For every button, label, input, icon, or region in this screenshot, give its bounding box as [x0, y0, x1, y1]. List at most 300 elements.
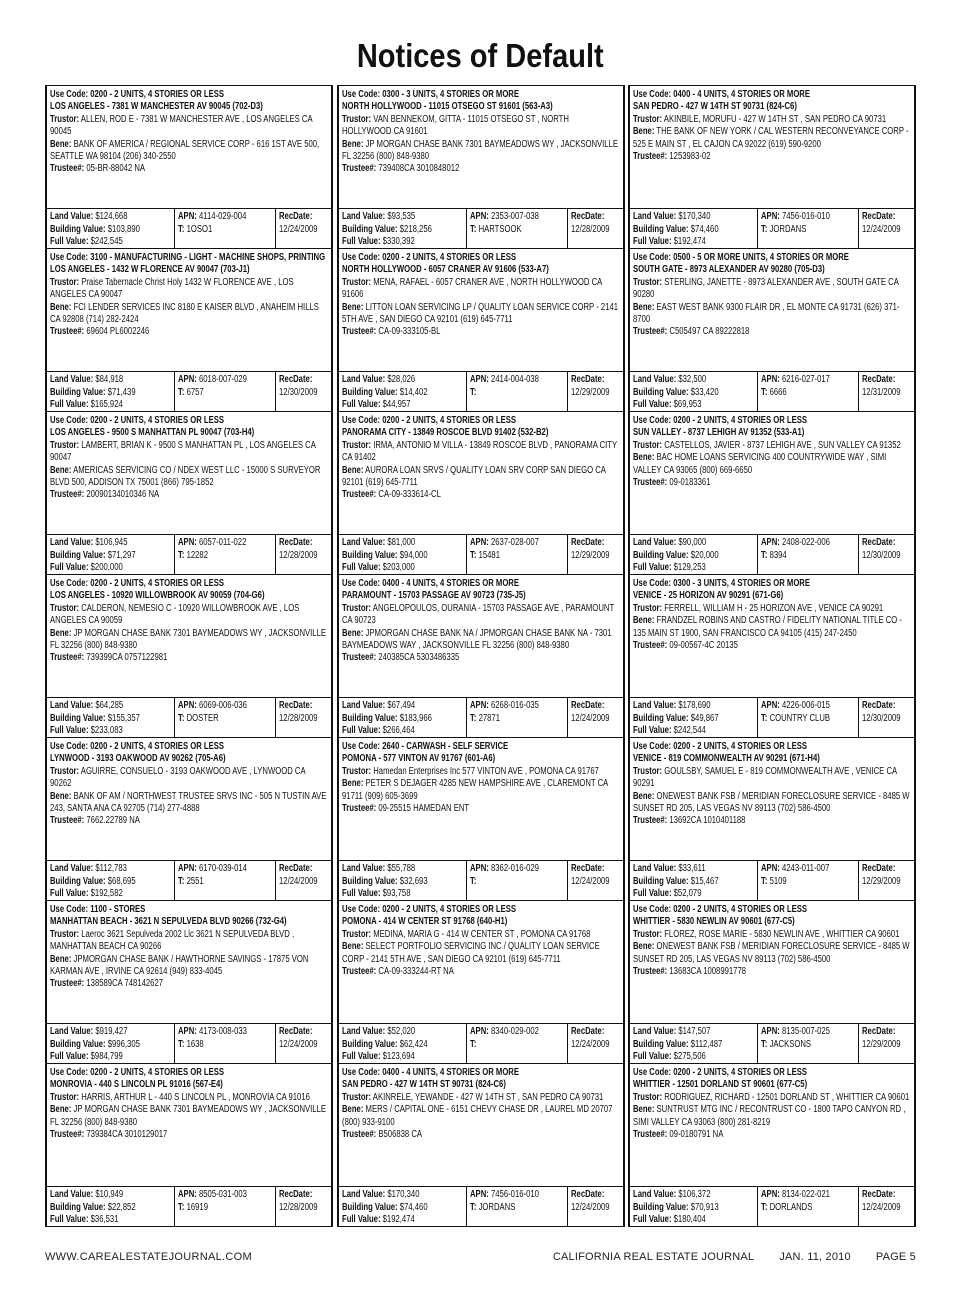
trustor-label: Trustor: — [633, 765, 663, 777]
use-code-line — [50, 578, 328, 590]
bene-line — [633, 941, 911, 966]
full-value-label: Full Value: — [633, 725, 672, 737]
bene-value: LITTON LOAN SERVICING LP / QUALITY LOAN SERVICE CORP - 2141 5TH AVE , SAN DIEGO CA 92101 (619) 645-7711 — [341, 301, 618, 326]
bene-value: FCI LENDER SERVICES INC 8180 E KAISER BLVD , ANAHEIM HILLS CA 92808 (714) 282-2424 — [50, 301, 319, 326]
use-code-label: Use Code: — [50, 578, 89, 589]
building-value-value: $996,305 — [107, 1038, 140, 1050]
t-code-line — [761, 876, 855, 889]
t-code-value: COUNTRY CLUB — [769, 712, 831, 724]
trustor-line — [50, 603, 328, 628]
apn-value: 2637-028-007 — [490, 537, 539, 548]
land-value-value: $178,690 — [678, 700, 711, 711]
trustee-value: CA-09-333105-BL — [377, 326, 440, 338]
land-value-value: $55,788 — [386, 863, 415, 874]
use-code-label: Use Code: — [341, 578, 380, 589]
apn-label: APN: — [761, 700, 780, 711]
rec-date-label: RecDate: — [279, 863, 313, 874]
building-value-label: Building Value: — [341, 1201, 398, 1213]
property-location: LOS ANGELES - 9500 S MANHATTAN PL 90047 (703-H4) — [50, 427, 255, 439]
parcel-cell — [467, 1187, 568, 1226]
apn-label: APN: — [178, 1026, 197, 1037]
rec-date-value: 12/30/2009 — [862, 549, 901, 561]
notice-column-2 — [337, 85, 625, 1227]
trustee-line — [50, 815, 328, 827]
bene-line — [342, 1104, 620, 1129]
rec-date-value: 12/28/2009 — [279, 549, 318, 561]
building-value-line — [633, 1039, 754, 1052]
bene-label: Bene: — [633, 941, 655, 953]
rec-date-text — [279, 211, 328, 236]
apn-line — [761, 374, 855, 387]
land-value-value: $93,535 — [386, 211, 415, 222]
building-value-line — [633, 1202, 754, 1215]
trustee-value: 739399CA 0757122981 — [86, 652, 168, 664]
notice-card — [47, 249, 331, 412]
value-text — [50, 863, 171, 900]
land-value-line — [50, 863, 171, 876]
notice-card — [630, 575, 914, 738]
trustor-line — [633, 766, 911, 791]
use-code-label: Use Code: — [633, 1067, 672, 1078]
value-cell — [47, 698, 175, 737]
use-code-value: 0200 - 2 UNITS, 4 STORIES OR LESS — [381, 904, 516, 915]
rec-date-label: RecDate: — [862, 537, 896, 548]
full-value-line — [50, 1051, 171, 1063]
land-value-label: Land Value: — [341, 1026, 385, 1037]
trustee-label: Trustee#: — [341, 803, 376, 815]
trustor-label: Trustor: — [50, 439, 80, 451]
trustee-line — [633, 966, 911, 978]
notice-body — [339, 738, 623, 860]
trustee-line — [342, 652, 620, 664]
apn-line — [470, 700, 564, 713]
use-code-line — [50, 1067, 328, 1079]
full-value-line — [50, 888, 171, 900]
full-value-line — [342, 1051, 463, 1063]
trustor-label: Trustor: — [50, 1091, 80, 1103]
property-location: PARAMOUNT - 15703 PASSAGE AV 90723 (735-J5) — [341, 590, 526, 602]
notice-body — [47, 1064, 331, 1186]
bene-value: SUNTRUST MTG INC / RECONTRUST CO - 1800 TAPO CANYON RD , SIMI VALLEY CA 93063 (800) 281-8219 — [633, 1104, 906, 1128]
apn-label: APN: — [761, 1026, 780, 1037]
use-code-label: Use Code: — [341, 904, 380, 915]
trustor-value: FERRELL, WILLIAM H - 25 HORIZON AVE , VENICE CA 90291 — [664, 602, 884, 614]
parcel-cell — [175, 1187, 276, 1226]
land-value-line — [342, 211, 463, 224]
building-value-value: $14,402 — [399, 386, 428, 398]
trustor-line — [342, 440, 620, 465]
parcel-text — [178, 374, 272, 399]
building-value-value: $103,890 — [107, 223, 140, 235]
trustee-line — [633, 815, 911, 827]
trustee-value: C505497 CA 89222818 — [669, 326, 750, 338]
rec-date-cell — [276, 535, 331, 574]
t-code-label: T: — [178, 386, 185, 398]
full-value-value: $165,924 — [90, 399, 123, 411]
t-code-line — [761, 550, 855, 563]
apn-label: APN: — [469, 211, 489, 222]
trustee-label: Trustee#: — [633, 477, 668, 489]
trustor-line — [342, 1092, 620, 1104]
rec-date-value: 12/30/2009 — [279, 386, 318, 398]
notice-body — [339, 86, 623, 208]
notice-card — [47, 738, 331, 901]
notice-card — [339, 249, 623, 412]
apn-label: APN: — [469, 374, 489, 385]
bene-line — [633, 615, 911, 640]
land-value-label: Land Value: — [50, 211, 94, 222]
full-value-label: Full Value: — [633, 562, 672, 574]
trustor-label: Trustor: — [50, 928, 80, 940]
notice-text — [342, 904, 620, 978]
land-value-label: Land Value: — [50, 374, 94, 385]
trustee-line — [50, 1129, 328, 1141]
building-value-line — [342, 1202, 463, 1215]
notice-body — [47, 249, 331, 371]
value-cell — [339, 1024, 467, 1063]
land-value-label: Land Value: — [633, 374, 677, 385]
trustee-label: Trustee#: — [50, 1129, 85, 1141]
building-value-line — [633, 550, 754, 563]
trustor-line — [633, 603, 911, 615]
trustee-line — [342, 163, 620, 175]
trustee-line — [50, 489, 328, 501]
building-value-line — [50, 550, 171, 563]
notice-card — [630, 901, 914, 1064]
apn-label: APN: — [178, 374, 197, 385]
trustor-label: Trustor: — [50, 276, 80, 288]
land-value-value: $90,000 — [678, 537, 707, 548]
t-code-line — [178, 713, 272, 726]
notice-column-1 — [45, 85, 333, 1227]
full-value-label: Full Value: — [50, 399, 89, 411]
rec-date-text — [571, 1189, 620, 1214]
full-value-label: Full Value: — [50, 1214, 89, 1226]
trustee-label: Trustee#: — [633, 151, 668, 163]
parcel-text — [470, 863, 564, 888]
trustee-line — [342, 489, 620, 501]
t-code-value: 15481 — [478, 549, 500, 561]
use-code-line — [342, 415, 620, 427]
apn-value: 6057-011-022 — [198, 537, 247, 548]
rec-date-label: RecDate: — [279, 211, 313, 222]
rec-date-label: RecDate: — [862, 211, 896, 222]
apn-label: APN: — [178, 700, 197, 711]
trustee-label: Trustee#: — [341, 1129, 376, 1141]
rec-date-label: RecDate: — [862, 1026, 896, 1037]
trustee-value: 240385CA 5303486335 — [377, 652, 459, 664]
building-value-value: $62,424 — [399, 1038, 428, 1050]
bene-label: Bene: — [341, 941, 363, 953]
value-text — [633, 1026, 754, 1063]
use-code-value: 0200 - 2 UNITS, 4 STORIES OR LESS — [673, 904, 808, 915]
building-value-label: Building Value: — [50, 712, 106, 724]
rec-date-cell — [276, 209, 331, 248]
t-code-label: T: — [178, 712, 185, 724]
notice-text — [633, 741, 911, 828]
t-code-line — [178, 876, 272, 889]
bene-line — [50, 465, 328, 490]
land-value-value: $67,494 — [386, 700, 415, 711]
bene-line — [342, 465, 620, 490]
trustor-value: CALDERON, NEMESIO C - 10920 WILLOWBROOK AVE , LOS ANGELES CA 90059 — [50, 602, 300, 627]
value-cell — [630, 1187, 758, 1226]
trustor-label: Trustor: — [50, 113, 80, 125]
notice-values — [339, 371, 623, 412]
land-value-label: Land Value: — [341, 700, 385, 711]
trustor-line — [50, 1092, 328, 1104]
full-value-label: Full Value: — [633, 888, 672, 900]
rec-date-cell — [859, 535, 914, 574]
bene-line — [50, 628, 328, 653]
use-code-label: Use Code: — [633, 415, 672, 426]
footer-url: WWW.CAREALESTATEJOURNAL.COM — [45, 1251, 252, 1263]
trustee-line — [633, 640, 911, 652]
land-value-line — [50, 1189, 171, 1202]
notice-body — [47, 901, 331, 1023]
building-value-value: $71,439 — [107, 386, 136, 398]
land-value-line — [633, 1026, 754, 1039]
use-code-line — [342, 1067, 620, 1079]
notice-card — [47, 412, 331, 575]
rec-date-text — [571, 374, 620, 399]
t-code-value: 6757 — [186, 386, 204, 398]
full-value-label: Full Value: — [341, 1051, 381, 1063]
value-text — [633, 374, 754, 411]
t-code-line — [178, 550, 272, 563]
trustor-value: AKINBILE, MORUFU - 427 W 14TH ST , SAN PEDRO CA 90731 — [663, 113, 887, 125]
parcel-text — [761, 700, 855, 725]
bene-line — [342, 139, 620, 164]
notice-column-3 — [628, 85, 916, 1227]
land-value-label: Land Value: — [50, 1189, 94, 1200]
rec-date-label: RecDate: — [862, 374, 896, 385]
trustor-label: Trustor: — [633, 439, 663, 451]
use-code-label: Use Code: — [50, 89, 89, 100]
full-value-value: $192,474 — [673, 236, 706, 248]
notice-body — [47, 412, 331, 534]
notice-values — [339, 860, 623, 901]
bene-label: Bene: — [50, 953, 72, 965]
use-code-value: 0200 - 2 UNITS, 4 STORIES OR LESS — [673, 741, 808, 752]
rec-date-label: RecDate: — [279, 1026, 313, 1037]
value-text — [342, 700, 463, 737]
use-code-line — [633, 252, 911, 264]
land-value-line — [342, 537, 463, 550]
full-value-line — [50, 236, 171, 248]
t-code-line — [470, 713, 564, 726]
building-value-label: Building Value: — [633, 223, 689, 235]
value-cell — [339, 1187, 467, 1226]
t-code-line — [178, 1039, 272, 1052]
trustee-line — [50, 163, 328, 175]
building-value-label: Building Value: — [50, 1201, 106, 1213]
rec-date-text — [571, 211, 620, 236]
building-value-line — [50, 224, 171, 237]
bene-label: Bene: — [341, 1104, 363, 1116]
land-value-label: Land Value: — [633, 1189, 677, 1200]
t-code-value: 8394 — [769, 549, 787, 561]
use-code-value: 0200 - 2 UNITS, 4 STORIES OR LESS — [90, 415, 225, 426]
building-value-value: $112,487 — [690, 1038, 723, 1050]
land-value-value: $147,507 — [678, 1026, 711, 1037]
value-cell — [47, 861, 175, 900]
full-value-label: Full Value: — [50, 236, 89, 248]
apn-value: 8340-029-002 — [490, 1026, 539, 1037]
t-code-value: 2551 — [186, 875, 204, 887]
footer-publication: CALIFORNIA REAL ESTATE JOURNAL — [552, 1251, 755, 1263]
rec-date-value: 12/28/2009 — [279, 712, 318, 724]
bene-line — [50, 302, 328, 327]
trustor-value: MENA, RAFAEL - 6057 CRANER AVE , NORTH HOLLYWOOD CA 91606 — [341, 276, 602, 301]
trustor-value: LAMBERT, BRIAN K - 9500 S MANHATTAN PL , LOS ANGELES CA 90047 — [50, 439, 316, 464]
notice-values — [339, 534, 623, 575]
building-value-value: $32,693 — [399, 875, 428, 887]
trustee-label: Trustee#: — [341, 326, 376, 338]
rec-date-cell — [859, 1024, 914, 1063]
rec-date-cell — [859, 861, 914, 900]
trustee-value: CA-09-333244-RT NA — [377, 966, 454, 978]
trustee-line — [342, 966, 620, 978]
trustee-label: Trustee#: — [633, 815, 668, 827]
bene-line — [50, 954, 328, 979]
apn-line — [470, 374, 564, 387]
full-value-line — [50, 562, 171, 574]
use-code-label: Use Code: — [50, 415, 89, 426]
building-value-label: Building Value: — [341, 223, 398, 235]
notice-card — [47, 901, 331, 1064]
value-cell — [339, 861, 467, 900]
value-cell — [630, 861, 758, 900]
t-code-label: T: — [761, 1201, 768, 1213]
t-code-label: T: — [178, 875, 185, 887]
trustee-value: 69604 PL6002246 — [86, 326, 150, 338]
trustee-label: Trustee#: — [633, 640, 668, 652]
rec-date-cell — [568, 861, 623, 900]
land-value-line — [50, 374, 171, 387]
parcel-cell — [467, 861, 568, 900]
land-value-line — [342, 1189, 463, 1202]
value-cell — [630, 535, 758, 574]
full-value-label: Full Value: — [341, 1214, 381, 1226]
t-code-line — [761, 224, 855, 237]
notice-values — [630, 1023, 914, 1064]
trustee-label: Trustee#: — [50, 978, 85, 990]
notice-text — [633, 415, 911, 489]
property-location: SUN VALLEY - 8737 LEHIGH AV 91352 (533-A1) — [633, 427, 805, 439]
use-code-line — [50, 252, 328, 264]
t-code-label: T: — [469, 712, 476, 724]
notice-card — [339, 575, 623, 738]
parcel-cell — [467, 698, 568, 737]
notice-body — [339, 1064, 623, 1186]
trustee-line — [633, 326, 911, 338]
notice-values — [630, 860, 914, 901]
land-value-value: $28,026 — [386, 374, 415, 385]
property-location: MONROVIA - 440 S LINCOLN PL 91016 (567-E4) — [50, 1079, 223, 1091]
land-value-line — [633, 1189, 754, 1202]
property-location: VENICE - 25 HORIZON AV 90291 (671-G6) — [633, 590, 784, 602]
bene-label: Bene: — [50, 627, 72, 639]
land-value-value: $52,020 — [386, 1026, 415, 1037]
full-value-line — [633, 1214, 754, 1226]
rec-date-cell — [568, 1024, 623, 1063]
notice-card — [630, 86, 914, 249]
t-code-line — [178, 224, 272, 237]
page-title-bar — [0, 36, 960, 83]
t-code-label: T: — [761, 1038, 768, 1050]
apn-value: 8134-022-021 — [781, 1189, 830, 1200]
property-location: NORTH HOLLYWOOD - 11015 OTSEGO ST 91601 (563-A3) — [341, 101, 553, 113]
use-code-label: Use Code: — [633, 741, 672, 752]
land-value-line — [50, 537, 171, 550]
parcel-cell — [758, 861, 859, 900]
rec-date-label: RecDate: — [570, 211, 604, 222]
land-value-line — [342, 374, 463, 387]
land-value-line — [633, 863, 754, 876]
trustee-label: Trustee#: — [50, 815, 85, 827]
notice-text — [633, 1067, 911, 1141]
land-value-label: Land Value: — [633, 1026, 677, 1037]
t-code-label: T: — [469, 223, 476, 235]
t-code-value: DOSTER — [186, 712, 219, 724]
apn-label: APN: — [761, 211, 780, 222]
land-value-value: $64,285 — [95, 700, 124, 711]
full-value-label: Full Value: — [341, 888, 381, 900]
full-value-value: $275,506 — [673, 1051, 706, 1063]
parcel-text — [761, 863, 855, 888]
trustor-value: VAN BENNEKOM, GITTA - 11015 OTSEGO ST , NORTH HOLLYWOOD CA 91601 — [341, 113, 569, 138]
rec-date-value: 12/28/2009 — [570, 223, 610, 235]
trustor-label: Trustor: — [341, 765, 371, 777]
bene-line — [342, 941, 620, 966]
building-value-line — [633, 224, 754, 237]
rec-date-cell — [859, 1187, 914, 1226]
trustee-value: 1253983-02 — [669, 151, 711, 163]
trustee-line — [50, 652, 328, 664]
notice-values — [630, 208, 914, 249]
land-value-value: $81,000 — [386, 537, 415, 548]
t-code-label: T: — [469, 1038, 476, 1050]
value-text — [50, 374, 171, 411]
building-value-line — [50, 1039, 171, 1052]
full-value-label: Full Value: — [341, 236, 381, 248]
value-text — [342, 863, 463, 900]
full-value-label: Full Value: — [50, 888, 89, 900]
use-code-label: Use Code: — [341, 1067, 380, 1078]
notice-text — [342, 1067, 620, 1141]
rec-date-value: 12/29/2009 — [862, 875, 901, 887]
full-value-value: $192,474 — [382, 1214, 415, 1226]
value-text — [633, 211, 754, 248]
rec-date-value: 12/29/2009 — [862, 1038, 901, 1050]
rec-date-cell — [568, 535, 623, 574]
notice-values — [47, 860, 331, 901]
value-text — [50, 537, 171, 574]
trustor-value: IRMA, ANTONIO M VILLA - 13849 ROSCOE BLVD , PANORAMA CITY CA 91402 — [341, 439, 617, 464]
rec-date-text — [571, 700, 620, 725]
trustor-line — [633, 1092, 911, 1104]
trustor-line — [633, 277, 911, 302]
apn-value: 2408-022-006 — [781, 537, 830, 548]
property-location: VENICE - 819 COMMONWEALTH AV 90291 (671-H4) — [633, 753, 820, 765]
property-location: PANORAMA CITY - 13849 ROSCOE BLVD 91402 (532-B2) — [341, 427, 548, 439]
trustee-value: 739408CA 3010848012 — [377, 163, 459, 175]
notice-values — [339, 1186, 623, 1227]
rec-date-cell — [276, 1024, 331, 1063]
full-value-line — [50, 1214, 171, 1226]
bene-label: Bene: — [50, 138, 72, 150]
